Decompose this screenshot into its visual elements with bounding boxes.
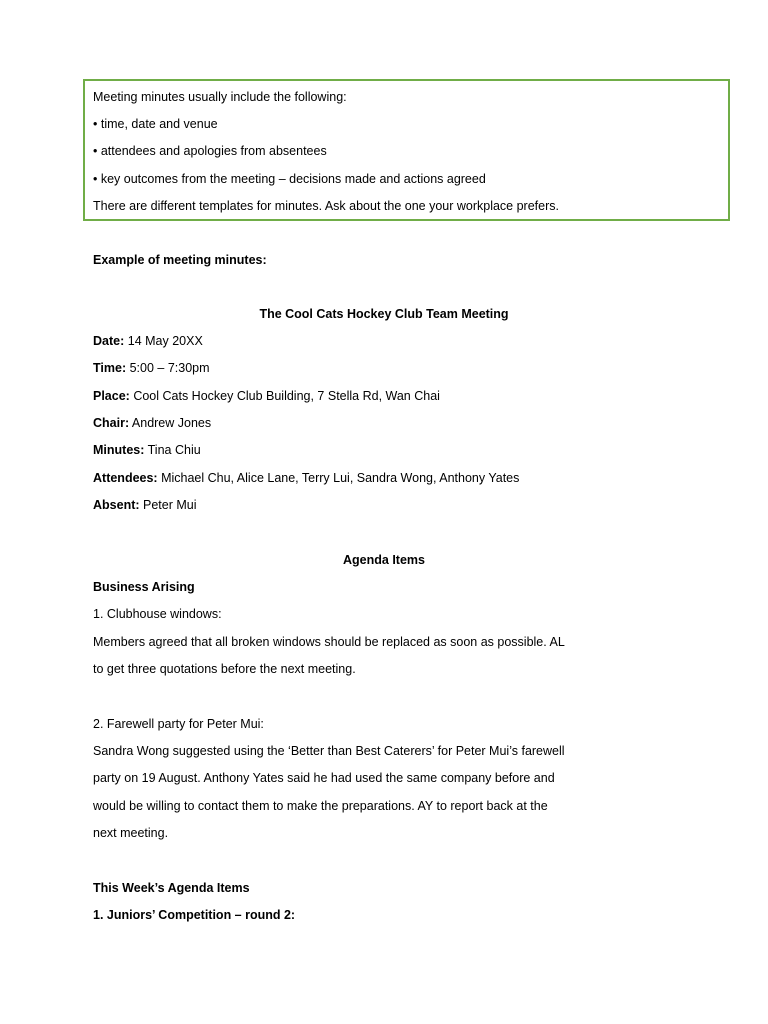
detail-value: Cool Cats Hockey Club Building, 7 Stella Rd, Wan Chai	[129, 389, 440, 403]
detail-value: Peter Mui	[139, 498, 197, 512]
detail-date	[93, 333, 203, 349]
detail-value: 5:00 – 7:30pm	[126, 361, 210, 375]
item-farewell-text: party on 19 August. Anthony Yates said he had used the same company before and	[93, 771, 555, 785]
item-farewell-text: would be willing to contact them to make the preparations. AY to report back at the	[93, 799, 548, 813]
detail-attendees	[93, 470, 519, 486]
info-intro: Meeting minutes usually include the following:	[93, 90, 347, 104]
detail-label: Minutes:	[93, 443, 145, 457]
business-arising-heading: Business Arising	[93, 580, 195, 594]
detail-label: Chair:	[93, 416, 130, 430]
info-bullet-outcomes: • key outcomes from the meeting – decisions made and actions agreed	[93, 172, 486, 186]
detail-label: Time:	[93, 361, 127, 375]
example-heading: Example of meeting minutes:	[93, 253, 267, 267]
detail-value: 14 May 20XX	[124, 334, 203, 348]
item-clubhouse-text: Members agreed that all broken windows should be replaced as soon as possible. AL	[93, 635, 565, 649]
agenda-heading: Agenda Items	[343, 553, 425, 567]
detail-minutes	[93, 442, 201, 458]
item-juniors-title: 1. Juniors’ Competition – round 2:	[93, 908, 296, 922]
detail-place	[93, 388, 440, 404]
detail-time	[93, 360, 210, 376]
detail-label: Absent:	[93, 498, 140, 512]
detail-label: Attendees:	[93, 471, 158, 485]
info-bullet-attendees: • attendees and apologies from absentees	[93, 144, 327, 158]
item-clubhouse-title: 1. Clubhouse windows:	[93, 607, 222, 621]
detail-chair	[93, 415, 211, 431]
detail-value: Michael Chu, Alice Lane, Terry Lui, Sandra Wong, Anthony Yates	[157, 471, 520, 485]
detail-label: Place:	[93, 389, 130, 403]
item-clubhouse-text: to get three quotations before the next meeting.	[93, 662, 356, 676]
this-week-heading: This Week’s Agenda Items	[93, 881, 250, 895]
item-farewell-text: next meeting.	[93, 826, 169, 840]
info-box	[83, 79, 730, 221]
detail-value: Tina Chiu	[144, 443, 201, 457]
info-closing: There are different templates for minutes. Ask about the one your workplace prefers.	[93, 199, 559, 213]
item-farewell-title: 2. Farewell party for Peter Mui:	[93, 717, 264, 731]
detail-value: Andrew Jones	[129, 416, 212, 430]
detail-label: Date:	[93, 334, 125, 348]
detail-absent	[93, 497, 197, 513]
item-farewell-text: Sandra Wong suggested using the ‘Better than Best Caterers’ for Peter Mui’s farewell	[93, 744, 565, 758]
meeting-title: The Cool Cats Hockey Club Team Meeting	[259, 307, 509, 321]
info-bullet-time: • time, date and venue	[93, 117, 218, 131]
